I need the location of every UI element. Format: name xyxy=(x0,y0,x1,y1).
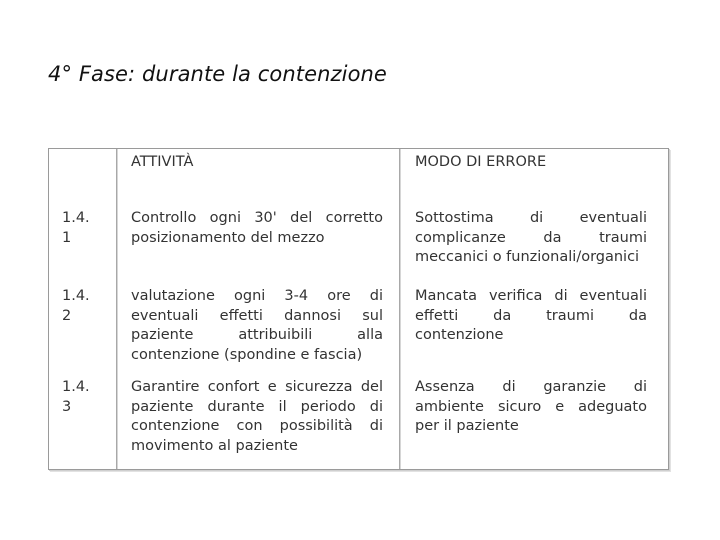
table-row xyxy=(49,378,668,466)
error-mode-table xyxy=(48,148,669,470)
slide-title: 4° Fase: durante la contenzione xyxy=(48,62,387,86)
row-number: 1.4. 2 xyxy=(62,288,90,324)
header-error-mode: MODO DI ERRORE xyxy=(415,154,547,170)
error-mode-cell: Sottostima di eventuali complicanze da traumi meccanici o funzionali/organici xyxy=(415,210,647,265)
activity-cell: valutazione ogni 3-4 ore di eventuali effetti dannosi sul paziente attribuibili alla contenzione (spondine e fascia) xyxy=(131,288,383,363)
activity-cell: Garantire confort e sicurezza del paziente durante il periodo di contenzione con possibilità di movimento al paziente xyxy=(131,379,383,454)
row-number: 1.4. 1 xyxy=(62,210,90,246)
table-header-row xyxy=(49,149,668,207)
activity-cell: Controllo ogni 30' del corretto posizionamento del mezzo xyxy=(131,210,383,246)
error-mode-cell: Assenza di garanzie di ambiente sicuro e adeguato per il paziente xyxy=(415,379,647,434)
row-number: 1.4. 3 xyxy=(62,379,90,415)
header-activity: ATTIVITÀ xyxy=(131,154,194,170)
error-mode-cell: Mancata verifica di eventuali effetti da traumi da contenzione xyxy=(415,288,647,343)
